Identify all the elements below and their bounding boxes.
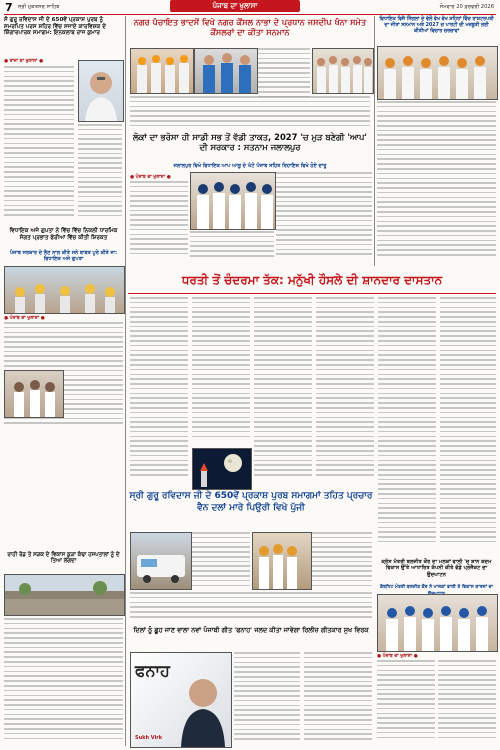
- van-photo: [130, 532, 192, 590]
- banner-rule: [128, 293, 496, 294]
- headline-left-fourth: ਰਾਹੀ ਰੋਡ ਤੇ ਸੜਕ ਦੇ ਵਿਕਾਸ ਕੂੜਾ ਕੰਢਾ ਹਸਪਤਾਲਾਂ ਨੂੰ ਦੇ ਤਿਆ ਲੱਗਦਾ: [7, 552, 120, 565]
- column-rule: [125, 16, 126, 746]
- issue-date: ਸੋਮਵਾਰ 20 ਫ਼ਰਵਰੀ 2026: [439, 4, 494, 10]
- article-text: [438, 660, 496, 746]
- article-text: [130, 96, 370, 130]
- poster-artist: Sukh Virk: [135, 735, 163, 741]
- song-poster: [130, 652, 232, 748]
- article-text: [130, 592, 372, 624]
- article-text: [130, 297, 188, 487]
- article-text: [377, 660, 435, 746]
- headline-middle-center: ਲੋਕਾਂ ਦਾ ਭਰੋਸਾ ਹੀ ਸਾਡੀ ਸਭ ਤੋਂ ਵੱਡੀ ਤਾਕਤ, 2027 'ਚ ਮੁੜ ਬਣੇਗੀ 'ਆਪ' ਦੀ ਸਰਕਾਰ : ਸਤਨਾਮ ਜਲਾਲਪੁਰ: [133, 132, 367, 153]
- article-text: [312, 532, 372, 592]
- group-photo: [312, 48, 374, 94]
- portrait-photo: [78, 60, 124, 122]
- gathering-photo: [252, 532, 312, 590]
- headline-center-bottom: ਦਿਲਾਂ ਨੂੰ ਛੂਹ ਜਾਣ ਵਾਲਾ ਨਵਾਂ ਪੰਜਾਬੀ ਗੀਤ 'ਫਨਾਹ' ਜਲਦ ਕੀਤਾ ਜਾਵੇਗਾ ਰਿਲੀਜ਼ ਗੀਤਕਾਰ ਸੁਖ ਵਿਰਕ: [133, 626, 369, 634]
- section-title: ਪੰਜਾਬ ਦਾ ਖੁਲਾਸਾ: [170, 0, 300, 12]
- masthead: [0, 0, 500, 14]
- paper-name: ਸ੍ਰੀ ਮੁਕਤਸਰ ਸਾਹਿਬ: [18, 4, 60, 10]
- dignitaries-photo: [377, 46, 498, 100]
- byline: ● ਪੰਜਾਬ ਦਾ ਖੁਲਾਸਾ ●: [130, 175, 171, 180]
- event-photo: [4, 370, 64, 418]
- article-text: [4, 618, 123, 746]
- article-text: [316, 297, 374, 487]
- photo-caption: ਕੈਬਨਿਟ ਮੰਤਰੀ ਬਲਜੀਤ ਕੌਰ ਨੇ ਮਾਲਕਾਂ ਵਾਲੀ ਤੇ ਵਿਕਾਸ ਕਾਰਜਾਂ ਦਾ: [380, 585, 493, 590]
- masthead-rule: [4, 14, 496, 15]
- banner-headline: ਧਰਤੀ ਤੋਂ ਚੰਦਰਮਾ ਤੱਕ: ਮਨੁੱਖੀ ਹੌਸਲੇ ਦੀ ਸ਼ਾਨਦਾਰ ਦਾਸਤਾਨ: [181, 273, 443, 287]
- article-text: [440, 297, 496, 557]
- byline: ● ਰਾਜਾ ਦਾ ਖੁਲਾਸਾ ●: [4, 59, 43, 64]
- article-text: [78, 124, 122, 226]
- page-number: 7: [5, 1, 13, 14]
- moon-illustration: [192, 448, 252, 490]
- procession-photo: [4, 266, 125, 314]
- article-text: [234, 652, 300, 746]
- meeting-photo: [190, 172, 276, 230]
- article-text: [378, 297, 436, 557]
- headline-left-second: ਵਿਧਾਇਕ ਅਜੇ ਗੁਪਤਾ ਨੇ ਵਿੱਚ ਵਿੱਚ ਨਿਕਲੀ ਧਾਰਮਿਕ ਸੰਗਤ ਪ੍ਰਭਾਤ ਫੇਰੀਆਂ ਵਿੱਚ ਕੀਤੀ ਸ਼ਿਰਕਤ: [9, 228, 118, 241]
- headline-middle-sub: ਜਲਾਲਪੁਰ ਵਿਖੇ ਵਿਧਾਇਕ ਆਪ ਆਗੂ ਦੇ ਘੰਟੇ ਪੰਜਾਬ ਸਹਿਤ ਰਿਹਾਇਸ਼ ਵਿਖੇ ਹੋਏ ਦਾਰੂ: [173, 163, 327, 169]
- article-text: [4, 66, 74, 226]
- poster-title: ਫਨਾਹ: [135, 661, 170, 680]
- article-text: [130, 181, 188, 259]
- article-text: [254, 297, 312, 487]
- felicitation-photo: [194, 48, 258, 94]
- column-rule: [374, 16, 375, 266]
- article-text: [304, 652, 372, 746]
- headline-right-lower: ਕ੍ਰੱਸ ਮੰਤਰੀ ਬਲਜੀਤ ਕੌਰ ਦਾ ਮਲਕਾਂ ਵਾਲੀ 'ਚ ਸ਼ਾਨ ਕਦਮ ਵਿਕਾਸ ਉੱਤੇ ਆਧਾਰਿਤ ਕੰਪਨੀ ਕੀਤੇ ਵੱਡੇ ਪ੍ਰੋਜੈਕਟ ਦਾ ਉਦਘਾਟਨ: [381, 559, 492, 578]
- article-text: [192, 532, 250, 592]
- article-text: [192, 297, 250, 447]
- byline: ● ਪੰਜਾਬ ਦਾ ਖੁਲਾਸਾ ●: [4, 316, 45, 321]
- headline-top-center: ਨਗਰ ਪੰਚਾਇਤ ਭਾਦਸੋਂ ਵਿਖੇ ਨਗਰ ਕੌਂਸਲ ਨਾਭਾ ਦੇ ਪ੍ਰਧਾਨ ਜਸਦੀਪ ਖੰਨਾ ਸਮੇਤ ਕੌਂਸਲਰਾਂ ਦਾ ਕੀਤਾ ਸਨਮਾਨ: [133, 17, 367, 37]
- headline-left-third: ਪੰਜਾਬ ਸਰਕਾਰ ਦੇ ਲੈਣ ਨਾਲ ਕੀਤੇ ਸਨੇ ਬਾਬਤ ਪੂਰੇ ਕੀਤੇ ਜਾ: ਵਿਧਾਇਕ ਅਜੇ ਗੁਪਤਾ: [9, 250, 118, 262]
- headline-center-big: ਸ੍ਰੀ ਗੁਰੂ ਰਵਿਦਾਸ ਜੀ ਦੇ 650ਵੇਂ ਪ੍ਰਕਾਸ਼ ਪੁਰਬ ਸਮਾਗਮਾਂ ਤਹਿਤ ਪ੍ਰਚਾਰ ਵੈਨ ਦਲਾਂ ਮਾਰੇ ਪਿਉਰੀ ਵਿਖੇ ਪੁੱਜੀ: [129, 491, 373, 513]
- article-text: [258, 48, 310, 92]
- article-text: [190, 231, 274, 261]
- headline-top-right: ਵਿਧਾਇਕ ਵਿਜੈ ਸਿੰਗਲਾ ਦੇ ਵੱਲੋਂ ਵੱਖ ਵੱਖ ਸ਼ਹਿਰਾਂ ਵਿੱਚ ਰਾਸ਼ਟਰਪਤੀ ਦਾ ਜੀਤਾ ਸਨਮਾਨ ਅਤੇ 2027 ਚ ਪਾਰਟੀ ਦੀ ਮਜ਼ਬੂਤੀ ਲਈ ਕੀਤੀਆਂ ਵਿਚਾਰ ਚਰਚਾਵਾਂ: [379, 17, 494, 34]
- felicitation-photo: [130, 48, 194, 94]
- headline-top-left: ਸੰ ਗੁਰੂ ਰਵਿਦਾਸ ਜੀ ਦੇ 650ਵੇਂ ਪ੍ਰਕਾਸ਼ ਪੁਰਬ ਨੂੰ ਸਮਰਪਿਤ ਪਰਸ ਸ਼ਹਿਰ ਵਿੱਚ ਸਜਾਏ ਕਾਰਵਿਸ਼ਕ ਦੇ ਸ਼ਿੰਗਾਰਪਾਰਕ ਸਮਾਗਮ: ਇਨਕਲਾਬ ਰਾਜ ਕੁਮਾਰ: [4, 17, 106, 37]
- byline: ● ਪੰਜਾਬ ਦਾ ਖੁਲਾਸਾ ●: [377, 654, 418, 659]
- inauguration-photo: [377, 594, 498, 652]
- article-text: [276, 172, 372, 262]
- article-text: [377, 101, 496, 266]
- road-photo: [4, 574, 125, 616]
